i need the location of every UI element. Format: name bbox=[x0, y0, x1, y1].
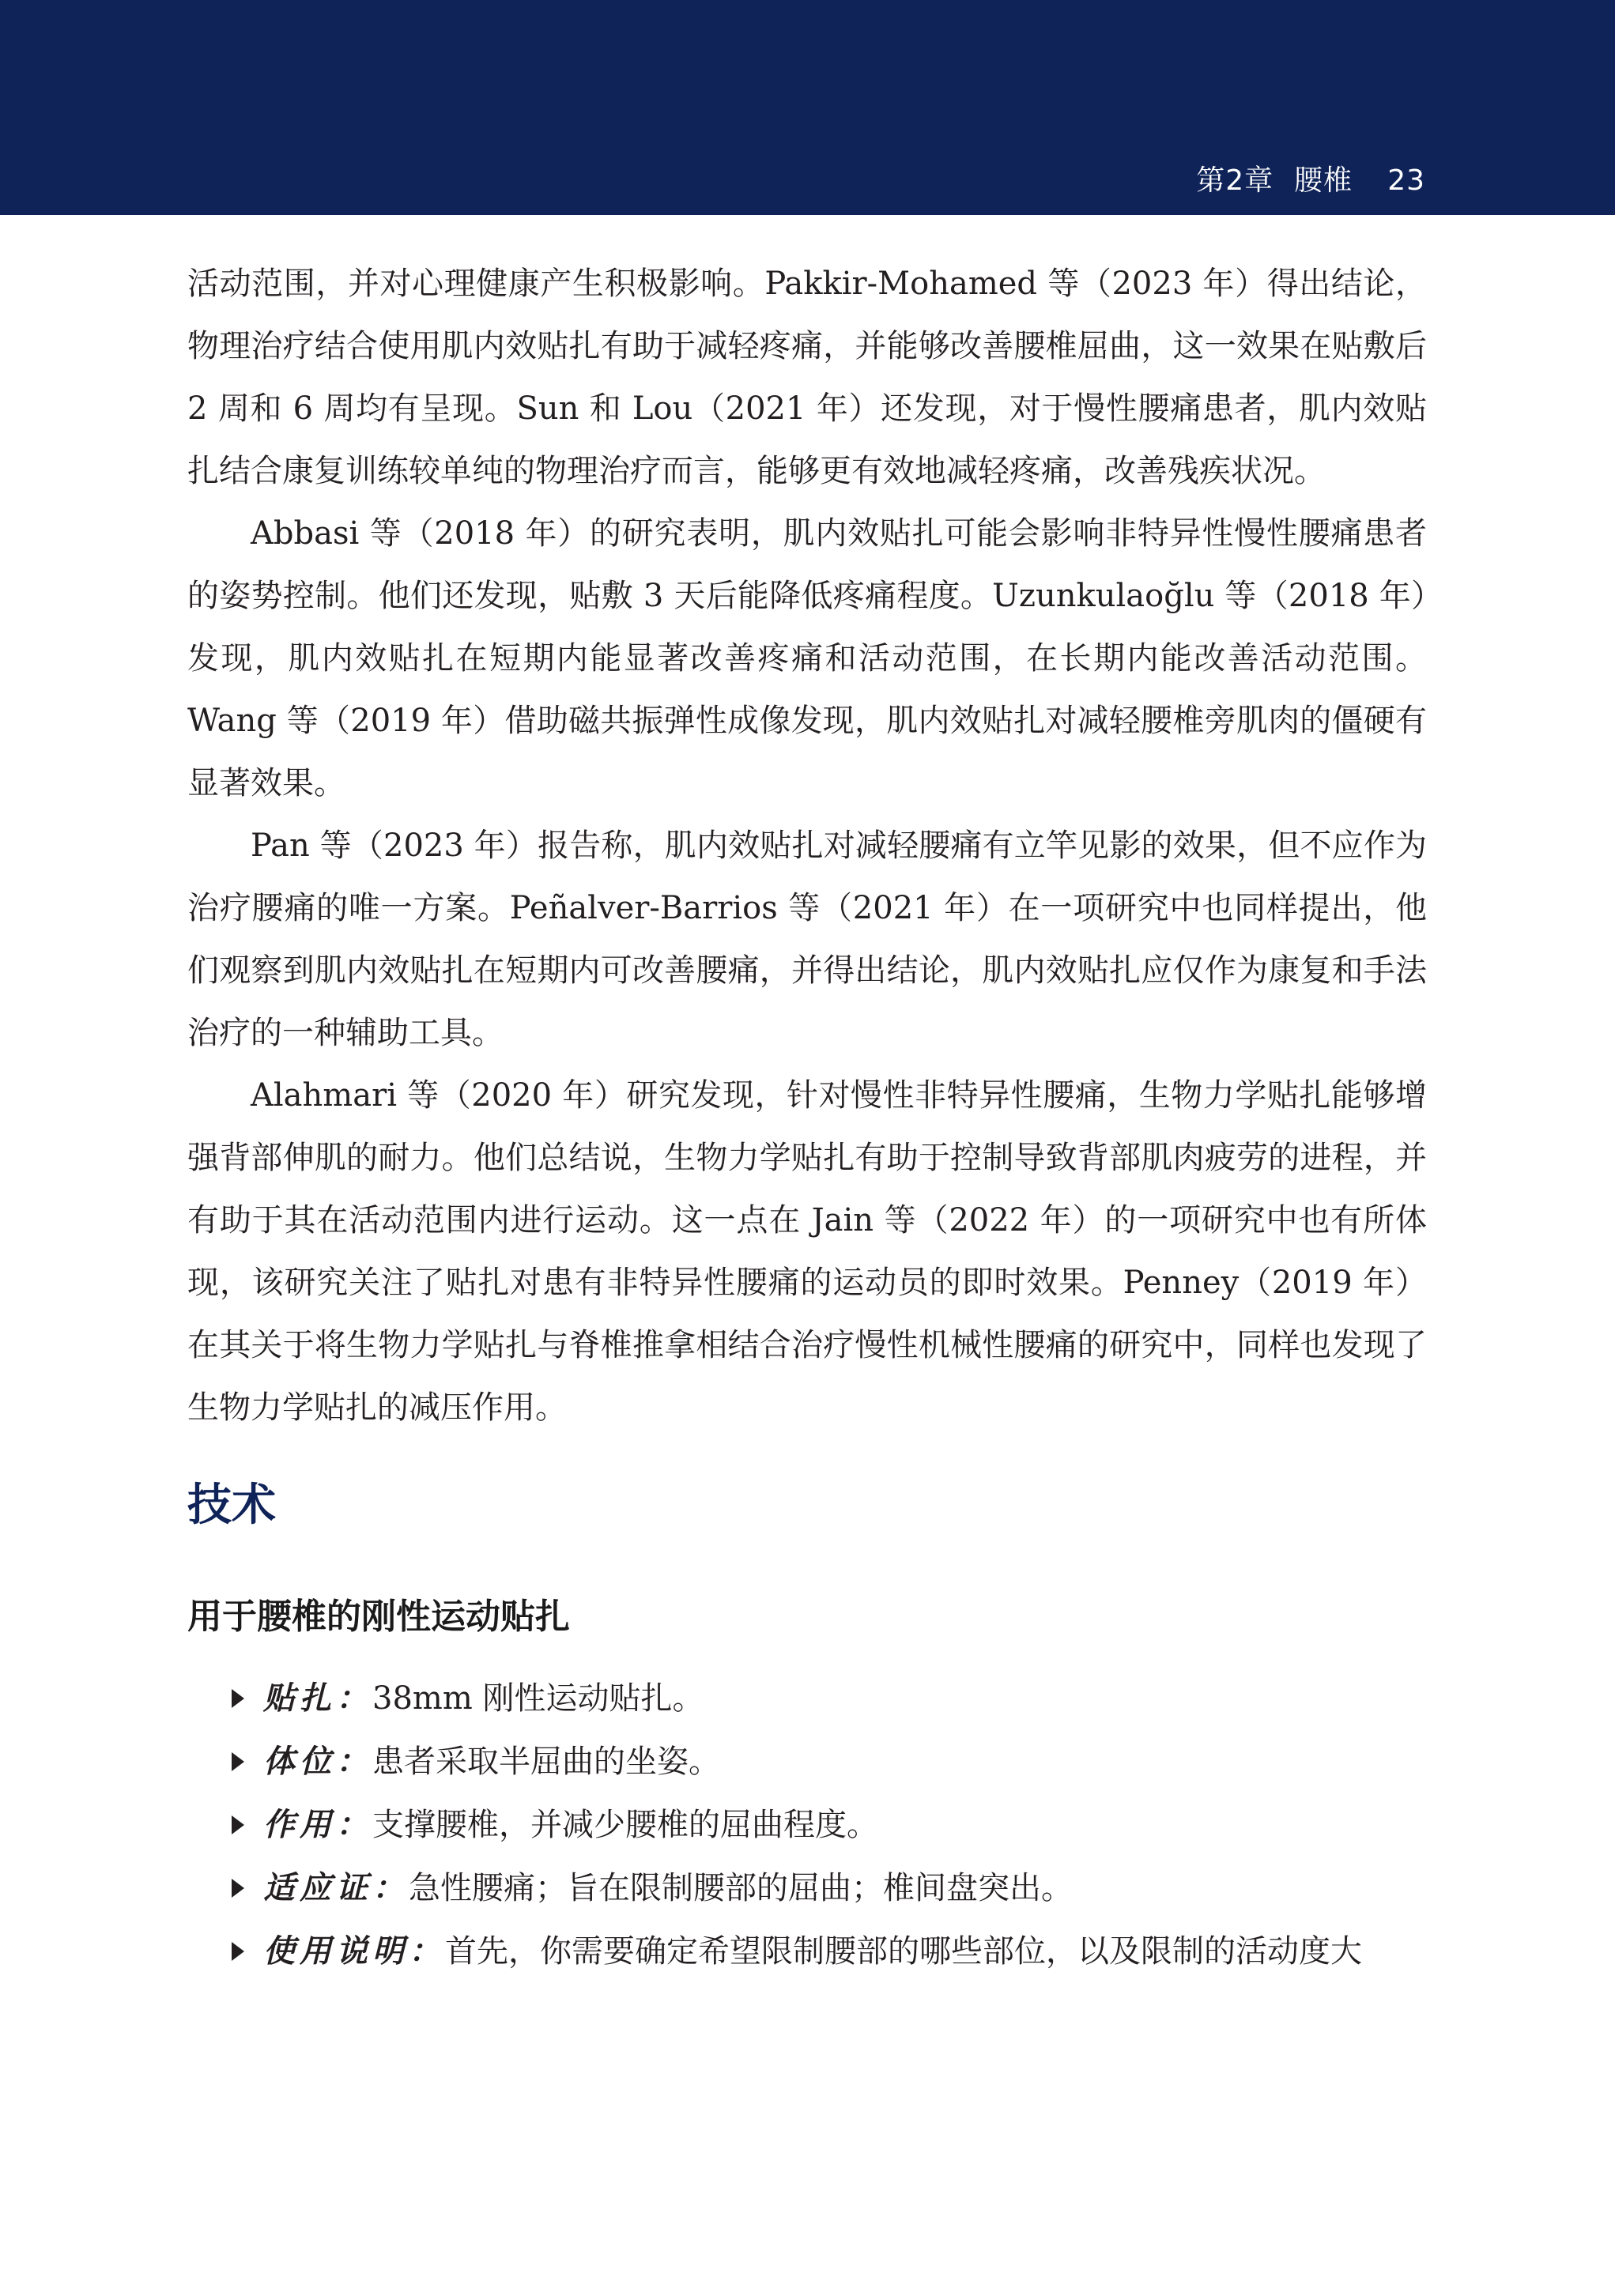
triangle-bullet-icon bbox=[232, 1752, 244, 1771]
list-item-text: 患者采取半屈曲的坐姿。 bbox=[372, 1744, 720, 1780]
list-item-term: 体位： bbox=[263, 1743, 372, 1780]
chapter-title: 腰椎 bbox=[1294, 164, 1353, 197]
list-item-term: 使用说明： bbox=[263, 1932, 445, 1970]
list-item-term: 适应证： bbox=[263, 1869, 409, 1906]
list-item bbox=[263, 1730, 1427, 1793]
list-item-term: 作用： bbox=[263, 1806, 372, 1843]
triangle-bullet-icon bbox=[232, 1879, 244, 1898]
list-item bbox=[263, 1857, 1427, 1920]
list-item bbox=[263, 1793, 1427, 1857]
chapter-label: 第2章 bbox=[1196, 164, 1274, 197]
paragraph-2: Abbasi 等（2018 年）的研究表明，肌内效贴扎可能会影响非特异性慢性腰痛患者的姿势控制。他们还发现，贴敷 3 天后能降低疼痛程度。Uzunkulaoğlu 等（2018 年）发现，肌内效贴扎在短期内能显著改善疼痛和活动范围，在长期内能改善活动范围。Wang 等（2019 年）借助磁共振弹性成像发现，肌内效贴扎对减轻腰椎旁肌肉的僵硬有显著效果。 bbox=[187, 515, 1427, 801]
list-item-text: 首先，你需要确定希望限制腰部的哪些部位，以及限制的活动度大 bbox=[445, 1933, 1362, 1970]
paragraph-3: Pan 等（2023 年）报告称，肌内效贴扎对减轻腰痛有立竿见影的效果，但不应作为治疗腰痛的唯一方案。Peñalver-Barrios 等（2021 年）在一项研究中也同样提出，他们观察到肌内效贴扎在短期内可改善腰痛，并得出结论，肌内效贴扎应仅作为康复和手法治疗的一种辅助工具。 bbox=[187, 828, 1427, 1051]
page-number: 23 bbox=[1387, 164, 1425, 197]
running-head bbox=[1196, 158, 1425, 198]
paragraph-1: 活动范围，并对心理健康产生积极影响。Pakkir-Mohamed 等（2023 年）得出结论，物理治疗结合使用肌内效贴扎有助于减轻疼痛，并能够改善腰椎屈曲，这一效果在贴敷后 2 周和 6 周均有呈现。Sun 和 Lou（2021 年）还发现，对于慢性腰痛患者，肌内效贴扎结合康复训练较单纯的物理治疗而言，能够更有效地减轻疼痛，改善残疾状况。 bbox=[187, 266, 1427, 489]
list-item-text: 支撑腰椎，并减少腰椎的屈曲程度。 bbox=[372, 1807, 878, 1843]
subsection-heading: 用于腰椎的刚性运动贴扎 bbox=[187, 1597, 570, 1637]
triangle-bullet-icon bbox=[232, 1689, 244, 1708]
section-heading: 技术 bbox=[187, 1480, 276, 1531]
list-item-text: 急性腰痛；旨在限制腰部的屈曲；椎间盘突出。 bbox=[409, 1870, 1073, 1906]
page-body bbox=[187, 253, 1427, 1983]
list-item-text: 38mm 刚性运动贴扎。 bbox=[372, 1680, 704, 1717]
list-item bbox=[263, 1667, 1427, 1730]
paragraph-4: Alahmari 等（2020 年）研究发现，针对慢性非特异性腰痛，生物力学贴扎能够增强背部伸肌的耐力。他们总结说，生物力学贴扎有助于控制导致背部肌肉疲劳的进程，并有助于其在活动范围内进行运动。这一点在 Jain 等（2022 年）的一项研究中也有所体现，该研究关注了贴扎对患有非特异性腰痛的运动员的即时效果。Penney（2019 年）在其关于将生物力学贴扎与脊椎推拿相结合治疗慢性机械性腰痛的研究中，同样也发现了生物力学贴扎的减压作用。 bbox=[187, 1077, 1427, 1426]
list-item-term: 贴扎： bbox=[263, 1680, 372, 1717]
list-item bbox=[263, 1920, 1427, 1983]
technique-list bbox=[187, 1667, 1427, 1983]
triangle-bullet-icon bbox=[232, 1942, 244, 1961]
triangle-bullet-icon bbox=[232, 1815, 244, 1834]
